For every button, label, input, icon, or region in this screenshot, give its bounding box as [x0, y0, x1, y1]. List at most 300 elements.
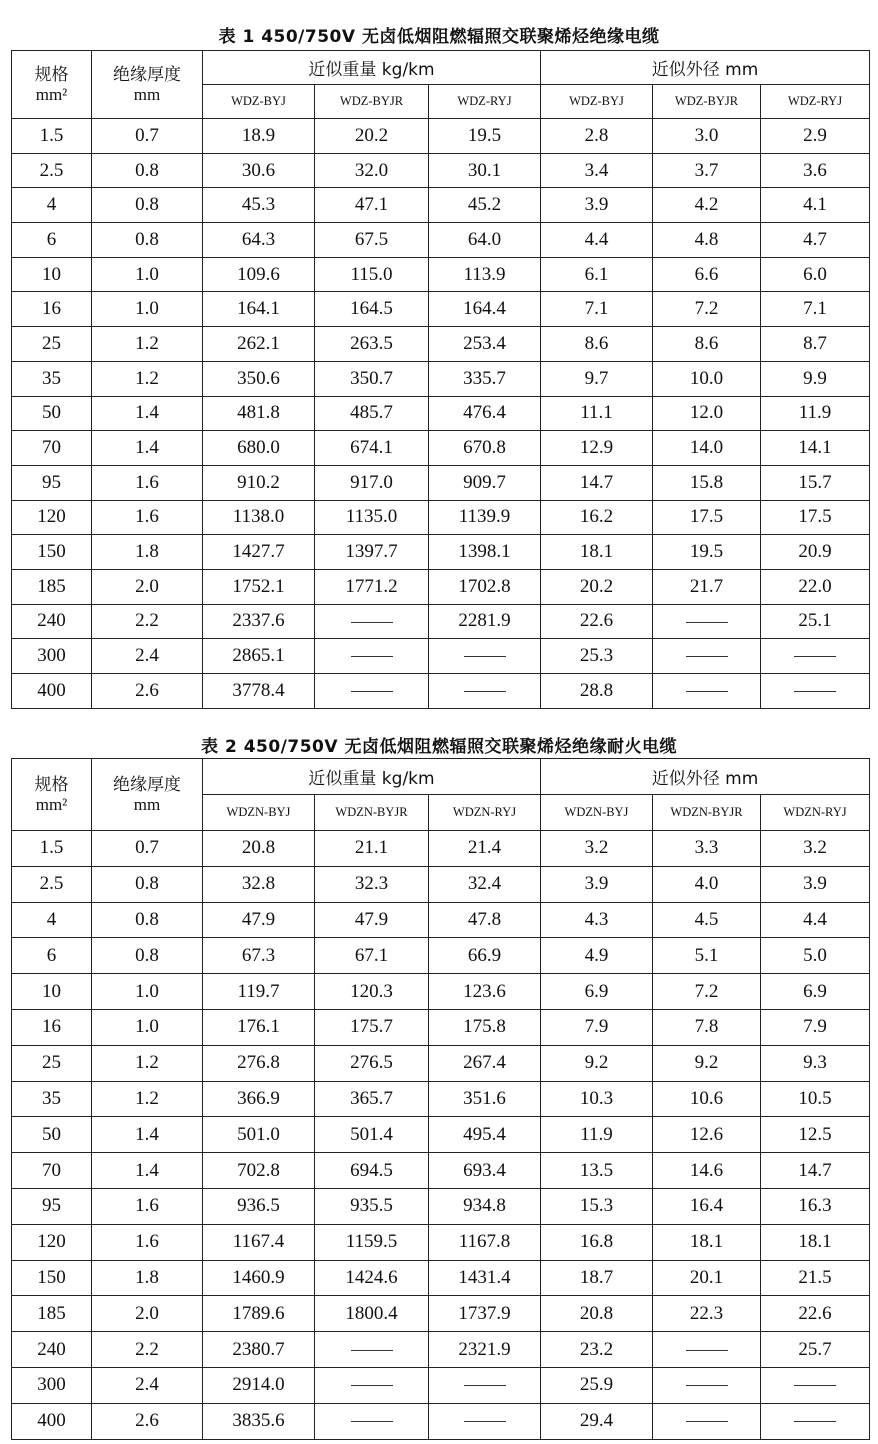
table-cell [315, 604, 429, 639]
table-cell: 4.0 [653, 866, 761, 902]
table-cell: 12.9 [541, 431, 653, 466]
table-row [12, 1117, 870, 1153]
table-cell: 22.6 [761, 1296, 870, 1332]
table-cell: 7.2 [653, 974, 761, 1010]
table-cell: 10.3 [541, 1081, 653, 1117]
table-cell: 25.3 [541, 639, 653, 674]
table-cell: 21.7 [653, 569, 761, 604]
empty-dash [686, 691, 728, 692]
table-cell: 4.4 [541, 223, 653, 258]
sub-header: WDZN-BYJ [203, 795, 315, 831]
table-cell: 909.7 [429, 465, 541, 500]
table-cell: 35 [12, 1081, 92, 1117]
table-cell: 276.8 [203, 1045, 315, 1081]
table-cell: 0.8 [92, 188, 203, 223]
table-cell [429, 639, 541, 674]
table-cell: 10 [12, 257, 92, 292]
table-cell: 1.6 [92, 500, 203, 535]
empty-dash [794, 656, 836, 657]
table-cell: 14.1 [761, 431, 870, 466]
table-cell: 1.0 [92, 257, 203, 292]
table-cell: 1737.9 [429, 1296, 541, 1332]
table-cell: 70 [12, 431, 92, 466]
table-cell: 3.7 [653, 153, 761, 188]
table-cell: 674.1 [315, 431, 429, 466]
table-cell [653, 604, 761, 639]
table-cell: 0.7 [92, 831, 203, 867]
table-cell: 18.1 [761, 1224, 870, 1260]
table-cell: 32.8 [203, 866, 315, 902]
col-header-thickness: 绝缘厚度 mm [92, 759, 203, 831]
table-cell: 22.6 [541, 604, 653, 639]
table-cell: 335.7 [429, 361, 541, 396]
table-cell: 6.1 [541, 257, 653, 292]
table-cell: 18.1 [653, 1224, 761, 1260]
table-cell: 1752.1 [203, 569, 315, 604]
table-cell [653, 674, 761, 709]
group-header-diameter: 近似外径 mm [541, 51, 870, 85]
table-cell: 6.6 [653, 257, 761, 292]
table-cell: 14.0 [653, 431, 761, 466]
table-cell: 1800.4 [315, 1296, 429, 1332]
empty-dash [794, 1421, 836, 1422]
table-cell: 702.8 [203, 1153, 315, 1189]
table-cell: 2865.1 [203, 639, 315, 674]
table-cell: 20.1 [653, 1260, 761, 1296]
sub-header: WDZ-BYJ [203, 85, 315, 119]
table-cell: 12.0 [653, 396, 761, 431]
empty-dash [351, 656, 393, 657]
table-cell: 240 [12, 604, 92, 639]
table-cell: 115.0 [315, 257, 429, 292]
table-cell: 263.5 [315, 327, 429, 362]
table-cell: 120.3 [315, 974, 429, 1010]
table-cell: 240 [12, 1332, 92, 1368]
table-cell: 501.4 [315, 1117, 429, 1153]
empty-dash [686, 656, 728, 657]
table-cell: 936.5 [203, 1188, 315, 1224]
table-cell: 1159.5 [315, 1224, 429, 1260]
table-cell: 2.5 [12, 866, 92, 902]
table-cell: 50 [12, 1117, 92, 1153]
table-row [12, 1153, 870, 1189]
table-cell: 45.2 [429, 188, 541, 223]
table-cell: 25.1 [761, 604, 870, 639]
table-cell: 366.9 [203, 1081, 315, 1117]
table-cell: 6.9 [761, 974, 870, 1010]
table-cell: 22.0 [761, 569, 870, 604]
table-cell: 17.5 [653, 500, 761, 535]
table-cell: 1.6 [92, 1224, 203, 1260]
table-cell: 15.3 [541, 1188, 653, 1224]
table-cell: 2380.7 [203, 1332, 315, 1368]
table-cell: 1.4 [92, 396, 203, 431]
table-row [12, 1009, 870, 1045]
table-row [12, 1224, 870, 1260]
table-cell: 22.3 [653, 1296, 761, 1332]
table-cell: 176.1 [203, 1009, 315, 1045]
table-row [12, 1260, 870, 1296]
table-cell: 50 [12, 396, 92, 431]
table-cell: 18.1 [541, 535, 653, 570]
table-cell: 6.9 [541, 974, 653, 1010]
table-cell: 95 [12, 465, 92, 500]
table-1 [11, 50, 870, 709]
table-cell: 18.9 [203, 119, 315, 154]
table-cell: 1167.4 [203, 1224, 315, 1260]
table-cell: 16.4 [653, 1188, 761, 1224]
table-cell: 9.7 [541, 361, 653, 396]
table-cell: 2.5 [12, 153, 92, 188]
table-cell: 2914.0 [203, 1367, 315, 1403]
table-cell: 1.0 [92, 1009, 203, 1045]
table-cell: 3.2 [761, 831, 870, 867]
table-cell: 1.0 [92, 974, 203, 1010]
table-cell: 8.6 [541, 327, 653, 362]
table-cell: 2.6 [92, 674, 203, 709]
table-row [12, 188, 870, 223]
sub-header: WDZN-RYJ [429, 795, 541, 831]
table-cell: 1.2 [92, 327, 203, 362]
table-cell: 350.7 [315, 361, 429, 396]
table-row [12, 938, 870, 974]
table-cell: 9.3 [761, 1045, 870, 1081]
sub-header: WDZ-BYJR [653, 85, 761, 119]
table-cell: 67.5 [315, 223, 429, 258]
table-row [12, 153, 870, 188]
table-cell: 16 [12, 1009, 92, 1045]
table-cell: 2.8 [541, 119, 653, 154]
table-cell: 3.9 [541, 866, 653, 902]
table-cell: 47.9 [315, 902, 429, 938]
table-cell: 3778.4 [203, 674, 315, 709]
table-cell: 12.6 [653, 1117, 761, 1153]
table-cell: 1167.8 [429, 1224, 541, 1260]
table-cell: 1424.6 [315, 1260, 429, 1296]
group-header-weight: 近似重量 kg/km [203, 51, 541, 85]
table-row [12, 361, 870, 396]
table-row [12, 535, 870, 570]
table-cell [315, 1403, 429, 1439]
table-cell: 175.7 [315, 1009, 429, 1045]
empty-dash [794, 691, 836, 692]
table-cell: 7.9 [541, 1009, 653, 1045]
table-row [12, 465, 870, 500]
table-cell: 0.8 [92, 902, 203, 938]
table-cell: 400 [12, 674, 92, 709]
table-cell: 2.4 [92, 639, 203, 674]
table-cell: 185 [12, 569, 92, 604]
table-cell: 4.9 [541, 938, 653, 974]
table-cell: 0.7 [92, 119, 203, 154]
table-cell: 4.1 [761, 188, 870, 223]
table-cell: 35 [12, 361, 92, 396]
table-cell: 175.8 [429, 1009, 541, 1045]
empty-dash [464, 656, 506, 657]
table-cell: 1.2 [92, 361, 203, 396]
table-cell [315, 1367, 429, 1403]
table-cell [429, 1367, 541, 1403]
table-cell: 32.3 [315, 866, 429, 902]
table-cell: 14.7 [761, 1153, 870, 1189]
table-cell: 14.6 [653, 1153, 761, 1189]
table-cell: 20.8 [541, 1296, 653, 1332]
table-cell: 30.6 [203, 153, 315, 188]
table-cell: 9.2 [541, 1045, 653, 1081]
table-cell: 150 [12, 535, 92, 570]
table-cell: 15.7 [761, 465, 870, 500]
table-cell: 3.3 [653, 831, 761, 867]
table-row [12, 569, 870, 604]
table-cell: 8.6 [653, 327, 761, 362]
table-cell: 300 [12, 639, 92, 674]
table-cell: 20.2 [315, 119, 429, 154]
table-cell: 16.2 [541, 500, 653, 535]
table-cell: 300 [12, 1367, 92, 1403]
table-cell: 1397.7 [315, 535, 429, 570]
table-cell: 485.7 [315, 396, 429, 431]
table-cell: 1431.4 [429, 1260, 541, 1296]
table-cell: 1702.8 [429, 569, 541, 604]
table-cell: 64.3 [203, 223, 315, 258]
table-cell: 47.8 [429, 902, 541, 938]
table-cell: 6 [12, 938, 92, 974]
empty-dash [351, 691, 393, 692]
table-cell: 3.2 [541, 831, 653, 867]
table-cell: 1.0 [92, 292, 203, 327]
empty-dash [464, 1385, 506, 1386]
table-cell: 2.4 [92, 1367, 203, 1403]
table-cell: 1.5 [12, 831, 92, 867]
table-row [12, 431, 870, 466]
table-cell: 11.9 [761, 396, 870, 431]
table-cell: 7.2 [653, 292, 761, 327]
empty-dash [686, 622, 728, 623]
table-cell: 1.2 [92, 1081, 203, 1117]
table-cell: 3.4 [541, 153, 653, 188]
table-cell: 17.5 [761, 500, 870, 535]
table-row [12, 257, 870, 292]
table-cell: 28.8 [541, 674, 653, 709]
table-cell: 23.2 [541, 1332, 653, 1368]
table-cell: 20.9 [761, 535, 870, 570]
table-cell: 1.8 [92, 535, 203, 570]
table-row [12, 1081, 870, 1117]
table-cell: 19.5 [653, 535, 761, 570]
table-row [12, 902, 870, 938]
table-cell: 1460.9 [203, 1260, 315, 1296]
table-row [12, 292, 870, 327]
table-cell: 1.5 [12, 119, 92, 154]
empty-dash [464, 691, 506, 692]
table-row [12, 974, 870, 1010]
table-cell: 25.9 [541, 1367, 653, 1403]
table-cell: 1138.0 [203, 500, 315, 535]
table-cell: 1135.0 [315, 500, 429, 535]
table-cell: 20.2 [541, 569, 653, 604]
table-cell: 120 [12, 500, 92, 535]
table-cell: 25.7 [761, 1332, 870, 1368]
table-cell: 0.8 [92, 938, 203, 974]
table-cell: 400 [12, 1403, 92, 1439]
table-cell: 11.1 [541, 396, 653, 431]
table-cell: 4 [12, 902, 92, 938]
table-cell: 495.4 [429, 1117, 541, 1153]
empty-dash [464, 1421, 506, 1422]
table-cell: 32.4 [429, 866, 541, 902]
table-cell: 2.9 [761, 119, 870, 154]
table-cell: 3.6 [761, 153, 870, 188]
table-cell: 1139.9 [429, 500, 541, 535]
sub-header: WDZ-BYJ [541, 85, 653, 119]
table-cell [761, 1403, 870, 1439]
table-row [12, 639, 870, 674]
table-cell: 4 [12, 188, 92, 223]
empty-dash [351, 1350, 393, 1351]
table-cell: 20.8 [203, 831, 315, 867]
table-1-caption: 表 1 450/750V 无卤低烟阻燃辐照交联聚烯烃绝缘电缆 [218, 27, 660, 47]
table-cell: 67.1 [315, 938, 429, 974]
table-cell: 1.2 [92, 1045, 203, 1081]
table-cell: 21.5 [761, 1260, 870, 1296]
table-cell [653, 1332, 761, 1368]
table-cell: 1.4 [92, 1153, 203, 1189]
table-cell: 935.5 [315, 1188, 429, 1224]
table-cell: 1789.6 [203, 1296, 315, 1332]
sub-header: WDZN-RYJ [761, 795, 870, 831]
table-cell [653, 639, 761, 674]
table-cell: 4.2 [653, 188, 761, 223]
table-cell: 2.0 [92, 569, 203, 604]
empty-dash [686, 1385, 728, 1386]
table-cell: 9.9 [761, 361, 870, 396]
table-cell: 2337.6 [203, 604, 315, 639]
group-header-weight: 近似重量 kg/km [203, 759, 541, 795]
table-cell: 47.9 [203, 902, 315, 938]
table-cell: 276.5 [315, 1045, 429, 1081]
table-cell: 4.8 [653, 223, 761, 258]
table-cell: 3.9 [541, 188, 653, 223]
table-cell: 64.0 [429, 223, 541, 258]
empty-dash [351, 622, 393, 623]
table-cell: 10 [12, 974, 92, 1010]
table-cell: 164.4 [429, 292, 541, 327]
table-cell: 0.8 [92, 866, 203, 902]
sub-header: WDZN-BYJR [315, 795, 429, 831]
table-cell [429, 1403, 541, 1439]
table-cell: 150 [12, 1260, 92, 1296]
table-row [12, 604, 870, 639]
table-cell: 113.9 [429, 257, 541, 292]
table-cell: 21.1 [315, 831, 429, 867]
table-cell: 1.6 [92, 465, 203, 500]
table-cell: 694.5 [315, 1153, 429, 1189]
table-cell: 476.4 [429, 396, 541, 431]
table-cell: 5.0 [761, 938, 870, 974]
col-header-spec: 规格 mm² [12, 759, 92, 831]
table-cell: 95 [12, 1188, 92, 1224]
table-cell: 934.8 [429, 1188, 541, 1224]
col-header-thickness: 绝缘厚度 mm [92, 51, 203, 119]
table-cell: 2.2 [92, 604, 203, 639]
table-row [12, 1332, 870, 1368]
table-cell: 1.4 [92, 431, 203, 466]
table-cell: 47.1 [315, 188, 429, 223]
table-row [12, 1188, 870, 1224]
table-cell: 21.4 [429, 831, 541, 867]
table-cell: 1771.2 [315, 569, 429, 604]
table-cell: 32.0 [315, 153, 429, 188]
table-row [12, 223, 870, 258]
table-cell: 16 [12, 292, 92, 327]
sub-header: WDZ-BYJR [315, 85, 429, 119]
table-cell: 70 [12, 1153, 92, 1189]
table-cell: 6 [12, 223, 92, 258]
table-cell [653, 1403, 761, 1439]
table-cell: 253.4 [429, 327, 541, 362]
table-cell: 1427.7 [203, 535, 315, 570]
table-cell: 16.8 [541, 1224, 653, 1260]
table-2 [11, 758, 870, 1440]
table-cell: 185 [12, 1296, 92, 1332]
table-cell: 2321.9 [429, 1332, 541, 1368]
empty-dash [351, 1385, 393, 1386]
table-cell: 29.4 [541, 1403, 653, 1439]
table-cell: 12.5 [761, 1117, 870, 1153]
table-cell: 18.7 [541, 1260, 653, 1296]
table-cell: 10.0 [653, 361, 761, 396]
table-cell: 45.3 [203, 188, 315, 223]
table-cell: 10.6 [653, 1081, 761, 1117]
table-cell [315, 674, 429, 709]
table-cell [653, 1367, 761, 1403]
table-cell: 4.4 [761, 902, 870, 938]
table-row [12, 1367, 870, 1403]
table-cell: 350.6 [203, 361, 315, 396]
table-cell: 164.1 [203, 292, 315, 327]
table-cell: 15.8 [653, 465, 761, 500]
table-cell: 3.0 [653, 119, 761, 154]
group-header-diameter: 近似外径 mm [541, 759, 870, 795]
table-cell: 670.8 [429, 431, 541, 466]
table-cell: 7.1 [541, 292, 653, 327]
sub-header: WDZ-RYJ [429, 85, 541, 119]
table-cell: 693.4 [429, 1153, 541, 1189]
table-cell: 4.3 [541, 902, 653, 938]
table-cell: 25 [12, 327, 92, 362]
table-row [12, 674, 870, 709]
table-cell: 119.7 [203, 974, 315, 1010]
table-cell: 0.8 [92, 153, 203, 188]
table-row [12, 1045, 870, 1081]
table-row [12, 500, 870, 535]
table-cell: 13.5 [541, 1153, 653, 1189]
table-cell: 10.5 [761, 1081, 870, 1117]
table-cell [761, 674, 870, 709]
sub-header: WDZN-BYJR [653, 795, 761, 831]
table-cell [315, 639, 429, 674]
table-row [12, 119, 870, 154]
table-cell: 917.0 [315, 465, 429, 500]
table-cell: 1.4 [92, 1117, 203, 1153]
table-row [12, 1296, 870, 1332]
table-cell: 680.0 [203, 431, 315, 466]
table-cell [429, 674, 541, 709]
table-cell: 365.7 [315, 1081, 429, 1117]
table-cell: 67.3 [203, 938, 315, 974]
table-cell: 5.1 [653, 938, 761, 974]
table-cell: 481.8 [203, 396, 315, 431]
